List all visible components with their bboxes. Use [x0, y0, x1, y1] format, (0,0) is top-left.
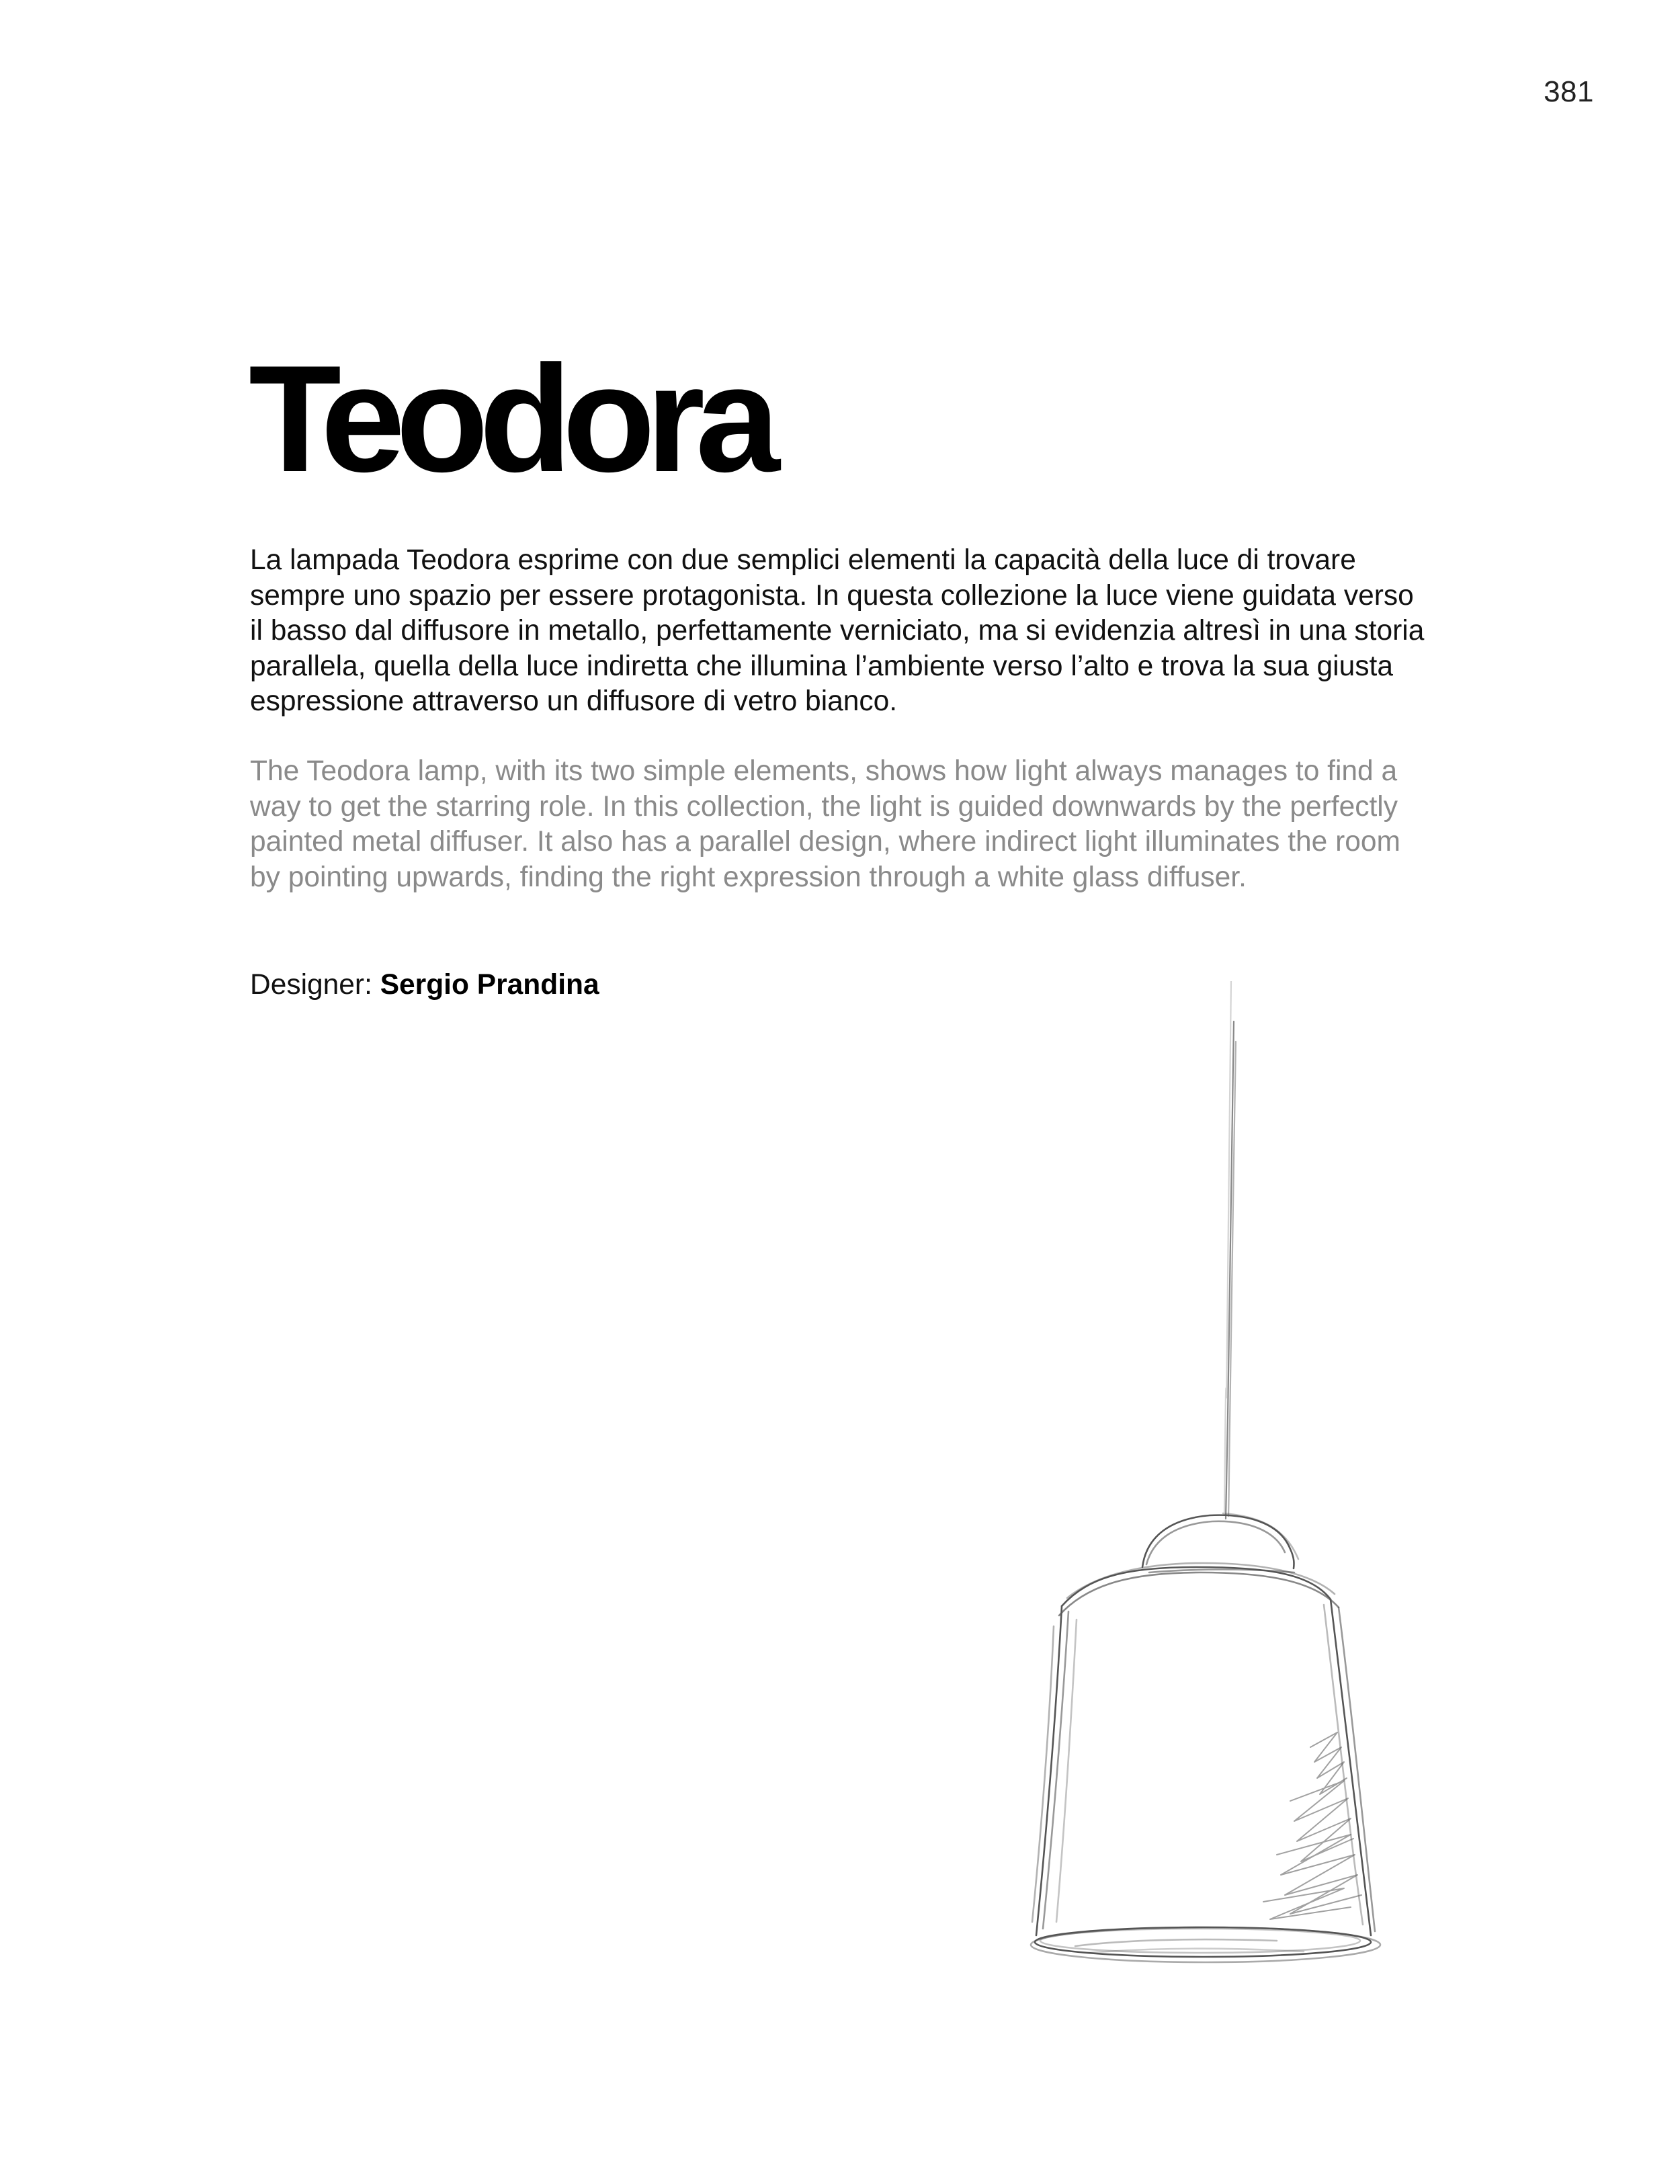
page-number: 381	[1544, 75, 1594, 108]
lamp-cable	[1224, 981, 1236, 1519]
page-title: Teodora	[249, 333, 771, 503]
description-english: The Teodora lamp, with its two simple elements, shows how light always manages to find a way to get the starring role. In this collection, the light is guided downwards by the perfectly painted metal diffuser. It also has a parallel design, where indirect light illuminates the room by pointing upwards, finding the right expression through a white glass diffuser.	[250, 755, 1400, 893]
designer-name: Sergio Prandina	[380, 969, 599, 1001]
designer-credit	[250, 968, 599, 1003]
designer-label: Designer:	[250, 969, 380, 1001]
description-italian: La lampada Teodora esprime con due semplici elementi la capacità della luce di trovare sempre uno spazio per essere protagonista. In questa collezione la luce viene guidata verso il basso dal diffusore in metallo, perfettamente verniciato, ma si evidenzia altresì in una storia parallela, quella della luce indiretta che illumina l’ambiente verso l’alto e trova la sua giusta espressione attraverso un diffusore di vetro bianco.	[250, 544, 1425, 717]
lamp-sketch-illustration	[995, 981, 1505, 2003]
lamp-shading-hatch	[1263, 1732, 1361, 1919]
lamp-bottom-rim	[1031, 1927, 1380, 1962]
